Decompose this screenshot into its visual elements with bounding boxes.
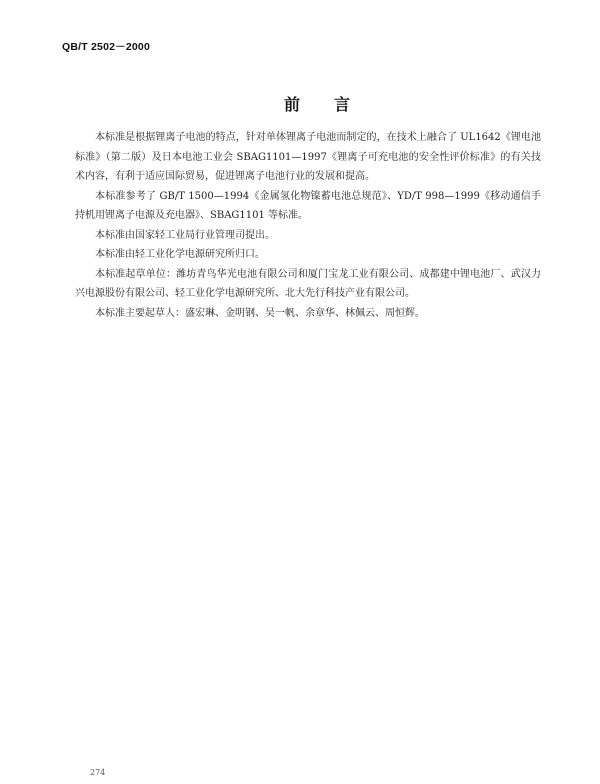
paragraph: 本标准是根据锂离子电池的特点，针对单体锂离子电池而制定的，在技术上融合了 UL1642《锂电池标准》（第二版）及日本电池工业会 SBAG1101—1997《锂离子可充电池的安全性评价标准》的有关技术内容，有利于适应国际贸易，促进锂离子电池行业的发展和提高。 <box>75 132 541 182</box>
paragraph: 本标准由轻工业化学电源研究所归口。 <box>95 249 265 260</box>
paragraph: 本标准由国家轻工业局行业管理司提出。 <box>95 229 275 241</box>
paragraph: 本标准参考了 GB/T 1500—1994《金属氢化物镍蓄电池总规范》、YD/T 998—1999《移动通信手持机用锂离子电源及充电器》、SBAG1101 等标准。 <box>75 190 541 221</box>
preface-body <box>75 128 541 323</box>
standard-code: QB/T 2502－2000 <box>62 41 151 53</box>
page-number: 274 <box>90 768 106 777</box>
paragraph: 本标准起草单位：潍坊青鸟华光电池有限公司和厦门宝龙工业有限公司、成都建中锂电池厂、武汉力兴电源股份有限公司、轻工业化学电源研究所、北大先行科技产业有限公司。 <box>75 268 541 299</box>
page-title: 前言 <box>283 95 384 114</box>
paragraph: 本标准主要起草人：盛宏琳、金明钢、吴一帆、余章华、林佩云、周恒辉。 <box>95 307 425 319</box>
